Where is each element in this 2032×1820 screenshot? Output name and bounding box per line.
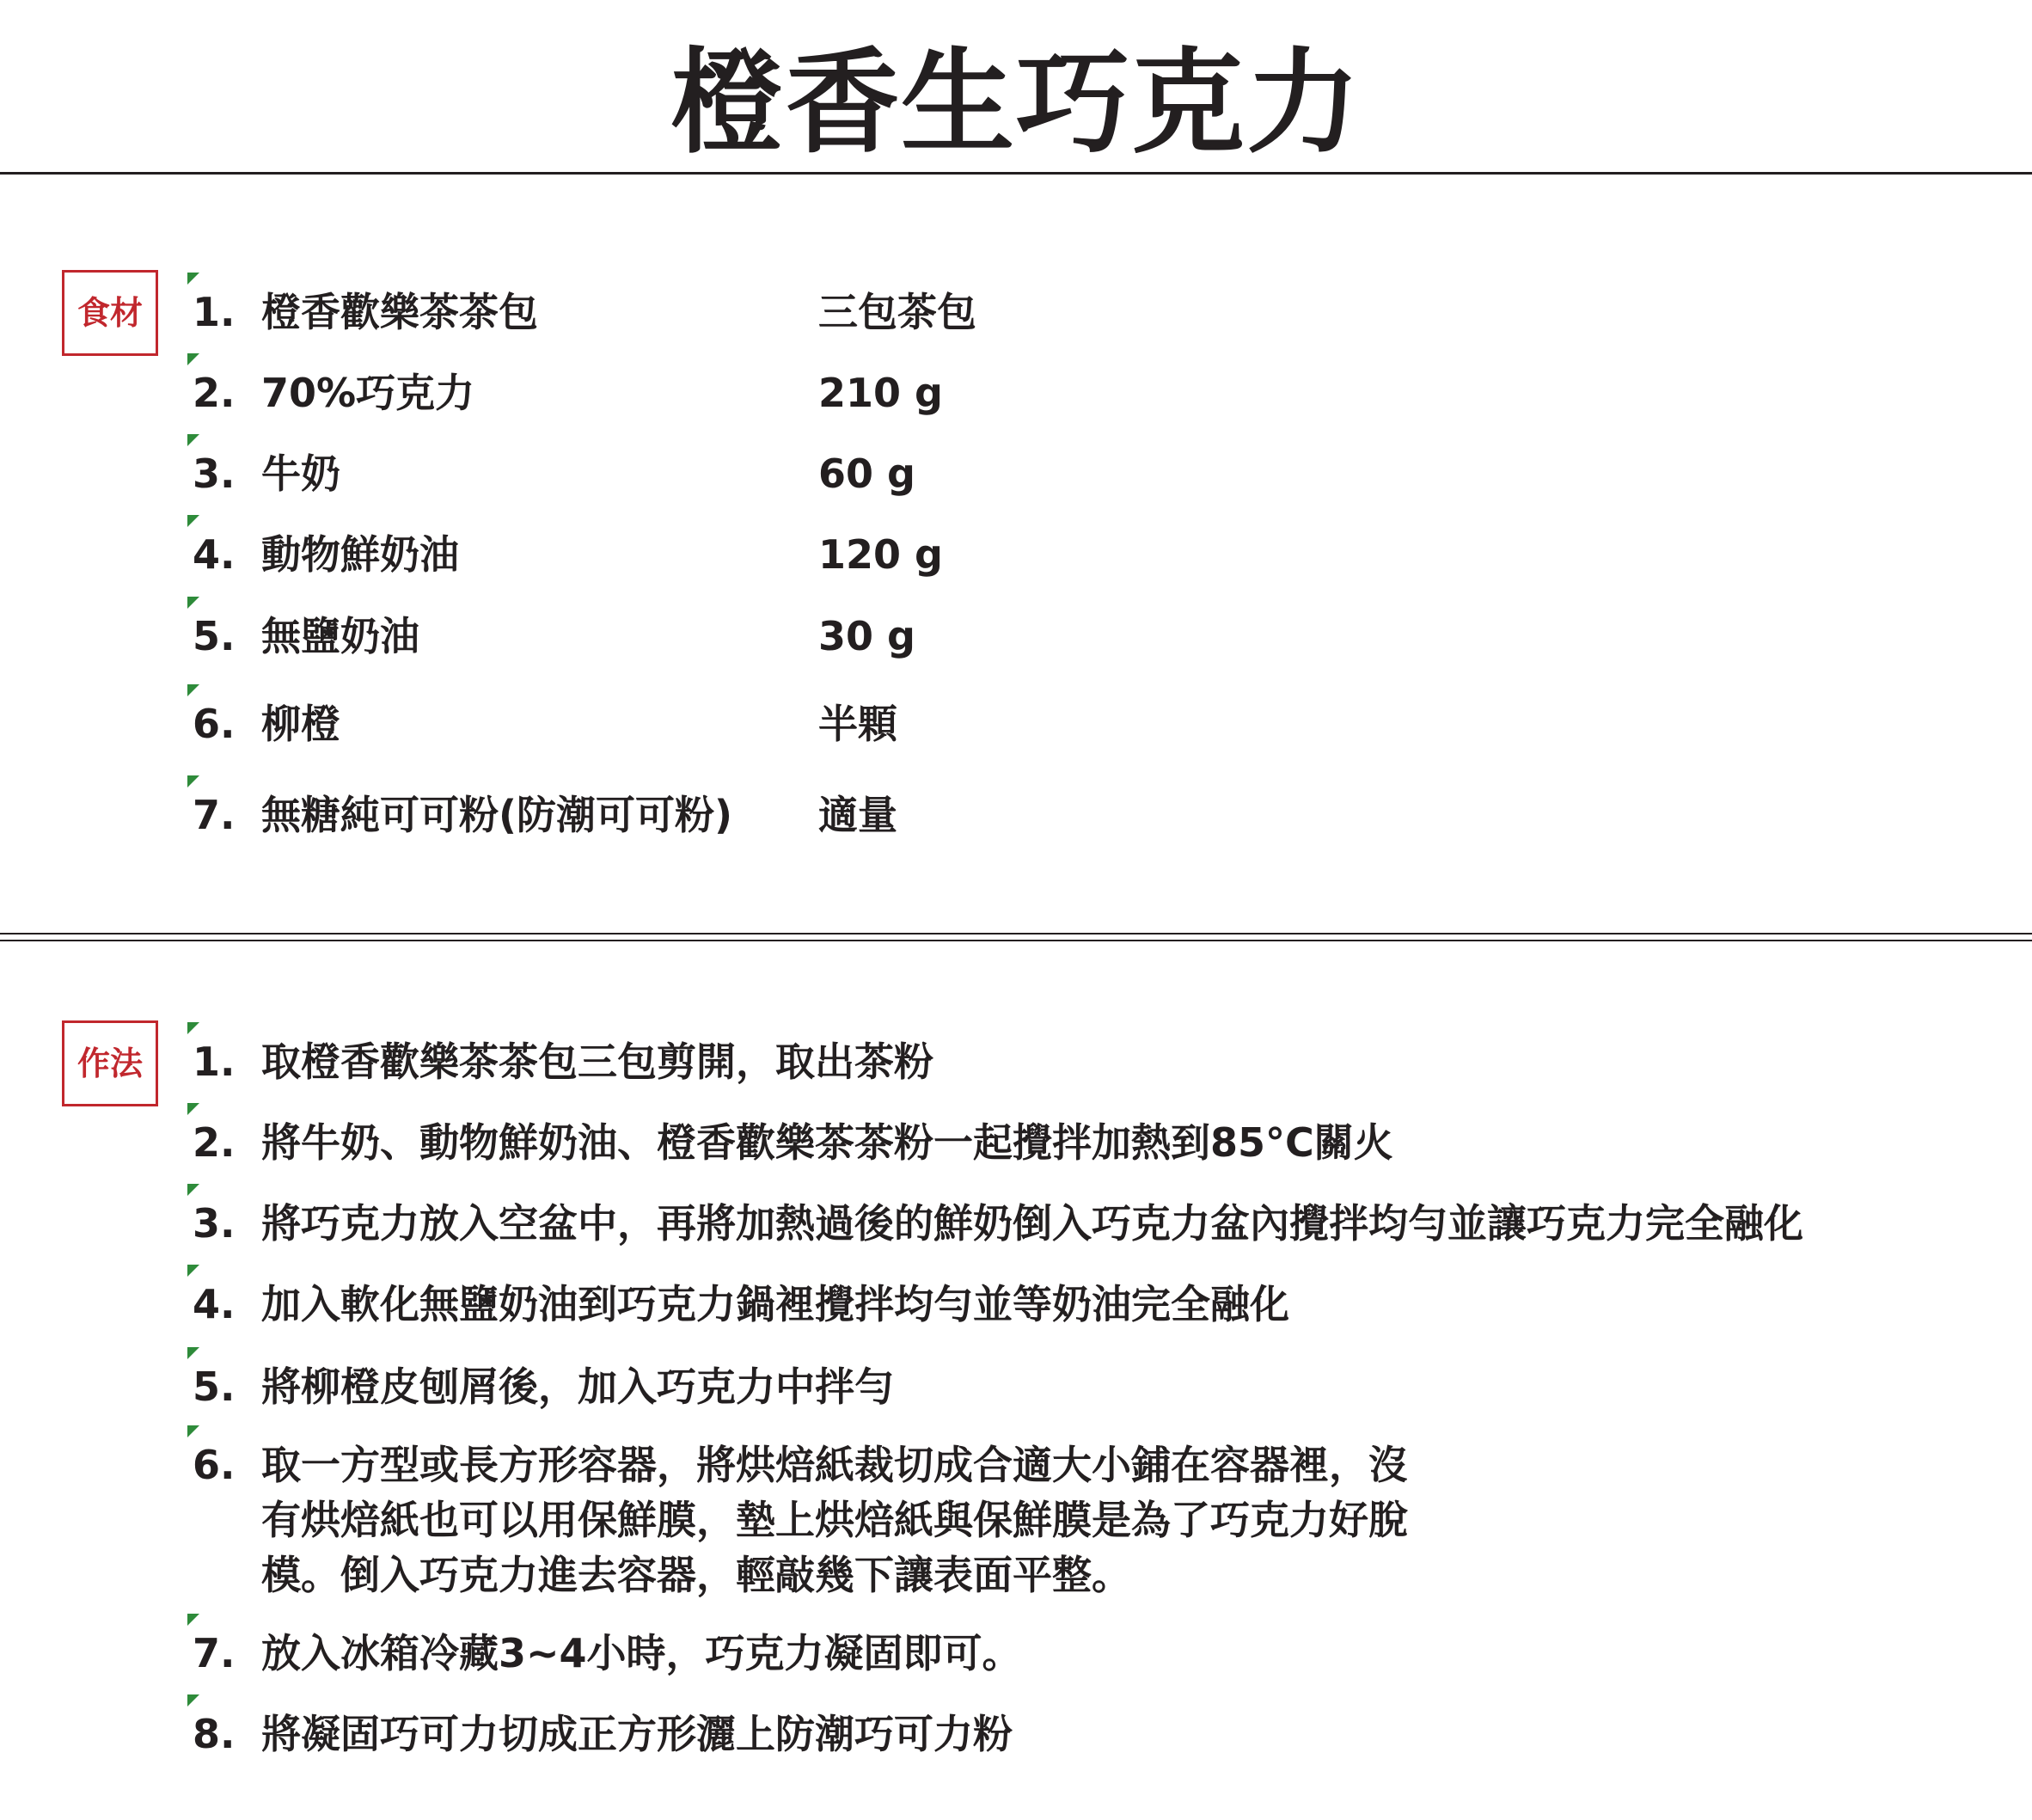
step-number: 5.	[193, 1363, 236, 1410]
triangle-marker-icon	[187, 775, 199, 787]
step-text: 加入軟化無鹽奶油到巧克力鍋裡攪拌均勻並等奶油完全融化	[261, 1281, 1289, 1327]
step-text-line: 有烘焙紙也可以用保鮮膜，墊上烘焙紙與保鮮膜是為了巧克力好脫	[261, 1497, 1408, 1543]
ingredient-name: 無糖純可可粉(防潮可可粉)	[261, 792, 733, 838]
step-text: 取橙香歡樂茶茶包三包剪開，取出茶粉	[261, 1039, 933, 1085]
step-text: 將巧克力放入空盆中，再將加熱過後的鮮奶倒入巧克力盆內攪拌均勻並讓巧克力完全融化	[261, 1200, 1803, 1247]
step-text-line: 取一方型或長方形容器，將烘焙紙裁切成合適大小鋪在容器裡，沒	[261, 1442, 1408, 1488]
ingredient-number: 6.	[193, 701, 236, 747]
ingredient-name: 動物鮮奶油	[261, 531, 459, 578]
step-text: 放入冰箱冷藏3~4小時，巧克力凝固即可。	[261, 1630, 1022, 1676]
ingredient-amount: 60 g	[818, 450, 915, 497]
triangle-marker-icon	[187, 597, 199, 609]
triangle-marker-icon	[187, 684, 199, 696]
page-title: 橙香生巧克力	[670, 37, 1362, 169]
step-number: 3.	[193, 1200, 236, 1247]
ingredient-number: 5.	[193, 613, 236, 659]
ingredient-name: 柳橙	[261, 701, 340, 747]
ingredient-amount: 三包茶包	[818, 289, 976, 335]
step-number: 2.	[193, 1119, 236, 1166]
step-text: 將牛奶、動物鮮奶油、橙香歡樂茶茶粉一起攪拌加熱到85°C關火	[261, 1119, 1393, 1166]
step-number: 1.	[193, 1039, 236, 1085]
ingredient-number: 4.	[193, 531, 236, 578]
triangle-marker-icon	[187, 1614, 199, 1626]
step-number: 4.	[193, 1281, 236, 1327]
ingredient-name: 無鹽奶油	[261, 613, 419, 659]
triangle-marker-icon	[187, 1022, 199, 1034]
triangle-marker-icon	[187, 353, 199, 365]
step-text: 將柳橙皮刨屑後，加入巧克力中拌勻	[261, 1363, 894, 1410]
ingredient-number: 1.	[193, 289, 236, 335]
title-divider	[0, 172, 2032, 175]
method-label: 作法	[62, 1020, 158, 1106]
triangle-marker-icon	[187, 1265, 199, 1277]
triangle-marker-icon	[187, 1425, 199, 1437]
triangle-marker-icon	[187, 1184, 199, 1196]
ingredients-label: 食材	[62, 270, 158, 356]
step-text: 將凝固巧可力切成正方形灑上防潮巧可力粉	[261, 1711, 1013, 1757]
ingredient-number: 2.	[193, 370, 236, 416]
triangle-marker-icon	[187, 434, 199, 446]
step-text-line: 模。倒入巧克力進去容器，輕敲幾下讓表面平整。	[261, 1552, 1131, 1598]
ingredient-name: 70%巧克力	[261, 370, 475, 416]
section-divider	[0, 933, 2032, 935]
triangle-marker-icon	[187, 1694, 199, 1707]
ingredient-amount: 30 g	[818, 613, 915, 659]
ingredient-number: 3.	[193, 450, 236, 497]
ingredient-number: 7.	[193, 792, 236, 838]
ingredient-amount: 半顆	[818, 701, 897, 747]
step-number: 7.	[193, 1630, 236, 1676]
triangle-marker-icon	[187, 1103, 199, 1115]
step-number: 8.	[193, 1711, 236, 1757]
triangle-marker-icon	[187, 515, 199, 527]
ingredient-name: 橙香歡樂茶茶包	[261, 289, 538, 335]
section-divider	[0, 940, 2032, 941]
ingredient-amount: 120 g	[818, 531, 943, 578]
triangle-marker-icon	[187, 273, 199, 285]
ingredient-amount: 210 g	[818, 370, 943, 416]
step-number: 6.	[193, 1442, 236, 1488]
triangle-marker-icon	[187, 1347, 199, 1359]
ingredient-name: 牛奶	[261, 450, 340, 497]
ingredient-amount: 適量	[818, 792, 897, 838]
